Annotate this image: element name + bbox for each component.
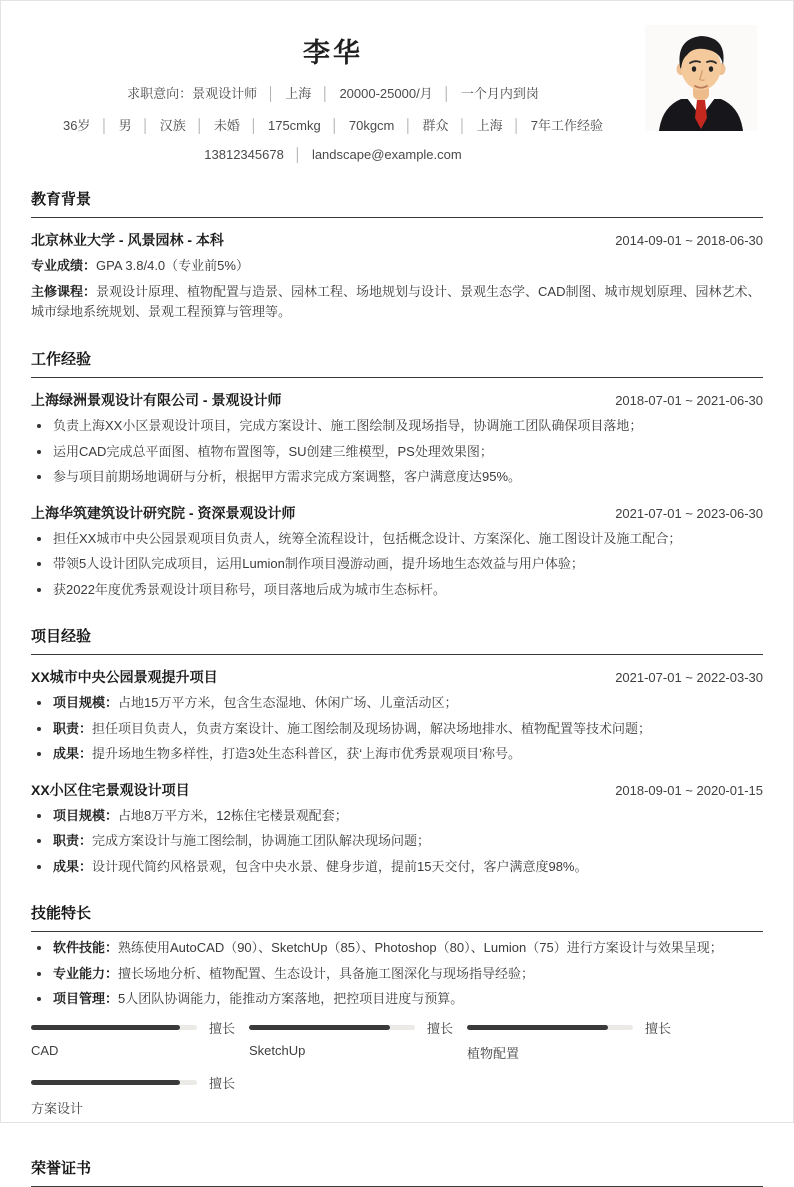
resume-header: [31, 25, 763, 162]
education-date-range: 2014-09-01 ~ 2018-06-30: [615, 233, 763, 248]
job-intent-row: 求职意向：景观设计师 │ 上海 │ 20000-25000/月 │ 一个月内到岗: [127, 86, 539, 101]
skill-fill: [31, 1080, 180, 1085]
skill-track: [31, 1080, 197, 1085]
section-title-honors: 荣誉证书: [31, 1157, 763, 1187]
project-bullet: 项目规模：占地15万平方米，包含生态湿地、休闲广场、儿童活动区；: [31, 693, 763, 713]
project-bullet: 职责：完成方案设计与施工图绘制，协调施工团队解决现场问题；: [31, 831, 763, 851]
profile-photo: [645, 25, 757, 131]
section-projects: [31, 625, 763, 876]
bullet-dot: [37, 475, 41, 479]
project-date-range: 2021-07-01 ~ 2022-03-30: [615, 670, 763, 686]
bullet-dot: [37, 537, 41, 541]
project-bullet: 成果：设计现代简约风格景观，包含中央水景、健身步道，提前15天交付，客户满意度98%。: [31, 857, 763, 877]
project-bullet: 项目规模：占地8万平方米，12栋住宅楼景观配套；: [31, 806, 763, 826]
candidate-name: 李华: [303, 38, 363, 68]
education-courses-line: 主修课程：景观设计原理、植物配置与造景、园林工程、场地规划与设计、景观生态学、CAD制图、城市规划原理、园林艺术、城市绿地系统规划、景观工程预算与管理等。: [31, 284, 761, 320]
company-and-role: 上海华筑建筑设计研究院 - 资深景观设计师: [31, 504, 296, 521]
work-bullet: 担任XX城市中央公园景观项目负责人，统筹全流程设计，包括概念设计、方案深化、施工图设计及施工配合；: [31, 529, 763, 549]
bullet-dot: [37, 701, 41, 705]
section-title-work: 工作经验: [31, 348, 763, 378]
skill-bullet: 软件技能：熟练使用AutoCAD（90）、SketchUp（85）、Photoshop（80）、Lumion（75）进行方案设计与效果呈现；: [31, 938, 763, 958]
work-item-head: [31, 503, 763, 523]
section-work: [31, 348, 763, 599]
skill-name-label: CAD: [31, 1042, 59, 1058]
skill-track: [31, 1025, 197, 1030]
basic-info-row: 36岁 │ 男 │ 汉族 │ 未婚 │ 175cmkg │ 70kgcm │ 群众 │ 上海 │ 7年工作经验: [62, 118, 604, 133]
skill-fill: [249, 1025, 390, 1030]
bullet-dot: [37, 727, 41, 731]
contact-info-row: 13812345678 │ landscape@example.com: [204, 147, 462, 162]
skill-bars-grid: [31, 1021, 763, 1131]
project-name: XX城市中央公园景观提升项目: [31, 669, 218, 686]
work-bullet: 负责上海XX小区景观设计项目，完成方案设计、施工图绘制及现场指导，协调施工团队确保项目落地；: [31, 416, 763, 436]
skill-bar-planting: [467, 1021, 685, 1062]
skill-bullet: 专业能力：擅长场地分析、植物配置、生态设计，具备施工图深化与现场指导经验；: [31, 964, 763, 984]
section-title-education: 教育背景: [31, 188, 763, 218]
skill-track: [249, 1025, 415, 1030]
skill-fill: [467, 1025, 608, 1030]
section-title-projects: 项目经验: [31, 625, 763, 655]
work-date-range: 2021-07-01 ~ 2023-06-30: [615, 505, 763, 521]
project-bullet: 职责：担任项目负责人，负责方案设计、施工图绘制及现场协调，解决场地排水、植物配置等技术问题；: [31, 719, 763, 739]
skill-bullet: 项目管理：5人团队协调能力，能推动方案落地，把控项目进度与预算。: [31, 989, 763, 1009]
bullet-dot: [37, 865, 41, 869]
bullet-dot: [37, 752, 41, 756]
work-bullet: 带领5人设计团队完成项目，运用Lumion制作项目漫游动画，提升场地生态效益与用户体验；: [31, 554, 763, 574]
skill-fill: [31, 1025, 180, 1030]
project-date-range: 2018-09-01 ~ 2020-01-15: [615, 782, 763, 798]
skill-level-label: 擅长: [427, 1021, 454, 1037]
project-bullet: 成果：提升场地生物多样性，打造3处生态科普区，获‘上海市优秀景观项目’称号。: [31, 744, 763, 764]
education-gpa-line: 专业成绩：GPA 3.8/4.0（专业前5%）: [31, 258, 249, 273]
skill-bar-sketchup: [249, 1021, 467, 1062]
work-item-head: [31, 390, 763, 410]
bullet-dot: [37, 997, 41, 1001]
education-item-head: [31, 230, 763, 250]
project-item-head: [31, 667, 763, 687]
work-date-range: 2018-07-01 ~ 2021-06-30: [615, 393, 763, 409]
bullet-dot: [37, 946, 41, 950]
bullet-dot: [37, 814, 41, 818]
project-name: XX小区住宅景观设计项目: [31, 781, 190, 798]
section-honors: [31, 1157, 763, 1187]
skill-level-label: 擅长: [209, 1021, 236, 1037]
skill-track: [467, 1025, 633, 1030]
work-bullet: 获2022年度优秀景观设计项目称号，项目落地后成为城市生态标杆。: [31, 580, 763, 600]
bullet-dot: [37, 588, 41, 592]
bullet-dot: [37, 972, 41, 976]
skill-level-label: 擅长: [645, 1021, 672, 1037]
work-bullet: 运用CAD完成总平面图、植物布置图等，SU创建三维模型，PS处理效果图；: [31, 442, 763, 462]
company-and-role: 上海绿洲景观设计有限公司 - 景观设计师: [31, 392, 282, 409]
bullet-dot: [37, 424, 41, 428]
skill-bar-cad: [31, 1021, 249, 1062]
skill-name-label: SketchUp: [249, 1042, 306, 1058]
skill-name-label: 方案设计: [31, 1100, 84, 1116]
work-bullet: 参与项目前期场地调研与分析，根据甲方需求完成方案调整，客户满意度达95%。: [31, 467, 763, 487]
skill-name-label: 植物配置: [467, 1045, 520, 1061]
section-education: [31, 188, 763, 322]
project-item-head: [31, 780, 763, 800]
avatar-illustration-icon: [645, 25, 757, 131]
section-skills: [31, 902, 763, 1131]
bullet-dot: [37, 839, 41, 843]
section-title-skills: 技能特长: [31, 902, 763, 932]
bullet-dot: [37, 450, 41, 454]
skill-level-label: 擅长: [209, 1076, 236, 1092]
bullet-dot: [37, 562, 41, 566]
skill-bar-scheme-design: [31, 1076, 249, 1117]
school-name: 北京林业大学 - 风景园林 - 本科: [31, 232, 224, 248]
